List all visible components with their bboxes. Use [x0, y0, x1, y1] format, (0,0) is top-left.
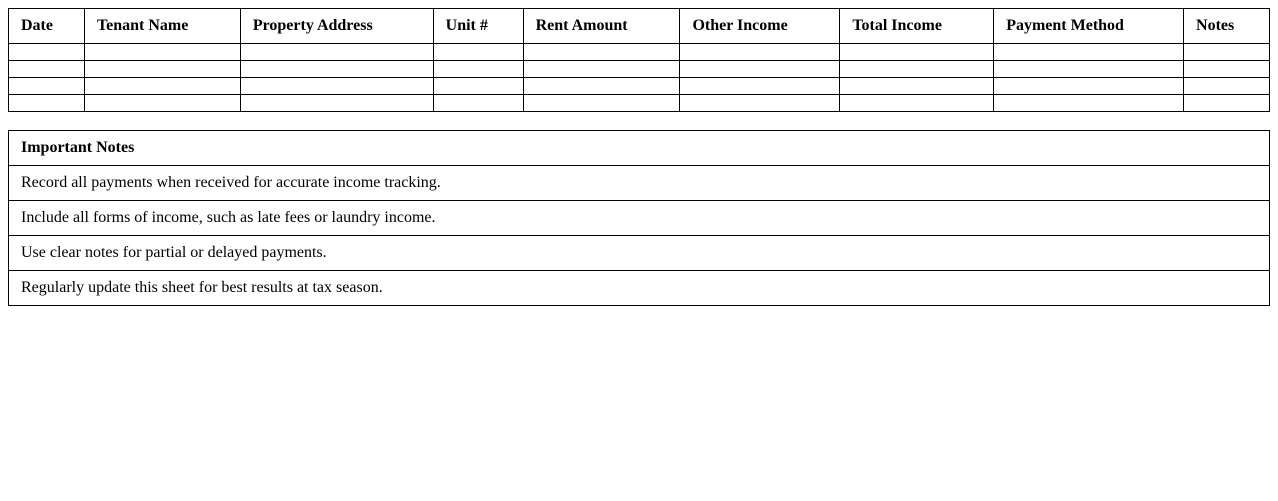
table-cell[interactable]	[1184, 78, 1270, 95]
notes-row	[9, 166, 1270, 201]
table-cell[interactable]	[680, 61, 840, 78]
table-cell[interactable]	[840, 61, 994, 78]
table-cell[interactable]	[994, 78, 1184, 95]
table-cell[interactable]	[680, 78, 840, 95]
table-cell[interactable]	[523, 95, 680, 112]
table-cell[interactable]	[1184, 61, 1270, 78]
table-cell[interactable]	[9, 44, 85, 61]
notes-row	[9, 201, 1270, 236]
table-cell[interactable]	[523, 44, 680, 61]
column-header-tenant-name: Tenant Name	[84, 9, 240, 44]
table-cell[interactable]	[994, 95, 1184, 112]
column-header-date: Date	[9, 9, 85, 44]
column-header-unit: Unit #	[433, 9, 523, 44]
table-cell[interactable]	[433, 95, 523, 112]
table-cell[interactable]	[240, 78, 433, 95]
table-cell[interactable]	[523, 78, 680, 95]
table-cell[interactable]	[680, 95, 840, 112]
table-cell[interactable]	[1184, 44, 1270, 61]
table-row	[9, 44, 1270, 61]
table-row	[9, 61, 1270, 78]
income-table	[8, 8, 1270, 112]
note-item: Use clear notes for partial or delayed payments.	[9, 236, 1270, 271]
table-cell[interactable]	[994, 61, 1184, 78]
note-item: Include all forms of income, such as late fees or laundry income.	[9, 201, 1270, 236]
table-cell[interactable]	[840, 95, 994, 112]
table-cell[interactable]	[840, 78, 994, 95]
table-cell[interactable]	[9, 61, 85, 78]
table-cell[interactable]	[84, 78, 240, 95]
column-header-notes: Notes	[1184, 9, 1270, 44]
note-item: Record all payments when received for accurate income tracking.	[9, 166, 1270, 201]
table-cell[interactable]	[240, 61, 433, 78]
table-cell[interactable]	[433, 78, 523, 95]
table-cell[interactable]	[994, 44, 1184, 61]
table-cell[interactable]	[240, 95, 433, 112]
table-cell[interactable]	[240, 44, 433, 61]
table-header-row	[9, 9, 1270, 44]
table-row	[9, 95, 1270, 112]
column-header-rent-amount: Rent Amount	[523, 9, 680, 44]
table-cell[interactable]	[9, 78, 85, 95]
table-cell[interactable]	[433, 61, 523, 78]
notes-row	[9, 271, 1270, 306]
column-header-total-income: Total Income	[840, 9, 994, 44]
notes-title: Important Notes	[9, 131, 1270, 166]
table-cell[interactable]	[84, 44, 240, 61]
table-cell[interactable]	[9, 95, 85, 112]
table-cell[interactable]	[1184, 95, 1270, 112]
notes-row	[9, 236, 1270, 271]
table-cell[interactable]	[680, 44, 840, 61]
table-cell[interactable]	[840, 44, 994, 61]
important-notes-table	[8, 130, 1270, 306]
column-header-other-income: Other Income	[680, 9, 840, 44]
notes-header-row	[9, 131, 1270, 166]
note-item: Regularly update this sheet for best results at tax season.	[9, 271, 1270, 306]
table-cell[interactable]	[84, 61, 240, 78]
column-header-property-address: Property Address	[240, 9, 433, 44]
table-cell[interactable]	[84, 95, 240, 112]
table-cell[interactable]	[523, 61, 680, 78]
column-header-payment-method: Payment Method	[994, 9, 1184, 44]
table-cell[interactable]	[433, 44, 523, 61]
table-row	[9, 78, 1270, 95]
